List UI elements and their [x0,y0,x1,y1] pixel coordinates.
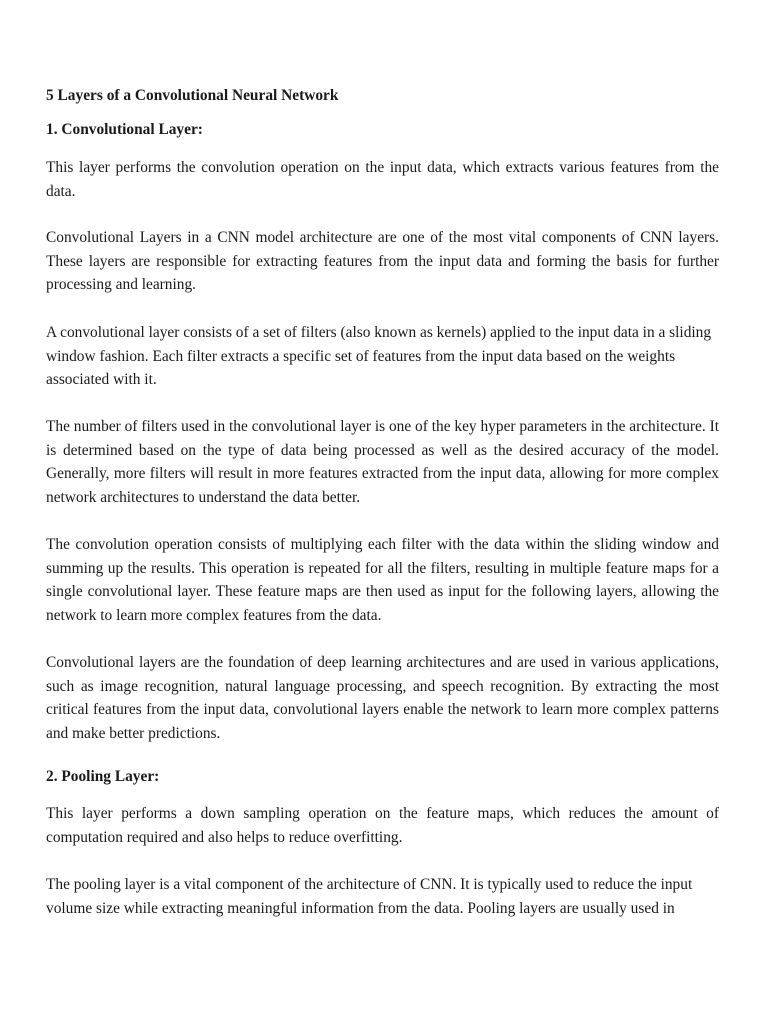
paragraph: The pooling layer is a vital component of the architecture of CNN. It is typically used to reduce the input volume size while extracting meaningful information from the data. Pooling layers are usually used in [46,876,693,917]
paragraph: The number of filters used in the convolutional layer is one of the key hyper parameters in the architecture. It is determined based on the type of data being processed as well as the desired accuracy of the model. Generally, more filters will result in more features extracted from the input data, allowing for more complex network architectures to understand the data better. [46,418,719,507]
section-heading-convolutional-layer: 1. Convolutional Layer: [46,121,203,138]
paragraph: Convolutional Layers in a CNN model architecture are one of the most vital components of CNN layers. These layers are responsible for extracting features from the input data and forming the basis for further processing and learning. [46,229,719,294]
paragraph: A convolutional layer consists of a set of filters (also known as kernels) applied to the input data in a sliding window fashion. Each filter extracts a specific set of features from the input data based on the weights associated with it. [46,324,712,389]
paragraph: This layer performs a down sampling operation on the feature maps, which reduces the amount of computation required and also helps to reduce overfitting. [46,805,719,846]
paragraph: This layer performs the convolution operation on the input data, which extracts various features from the data. [46,159,719,200]
section-heading-pooling-layer: 2. Pooling Layer: [46,768,160,785]
paragraph: Convolutional layers are the foundation of deep learning architectures and are used in various applications, such as image recognition, natural language processing, and speech recognition. By extracting the most critical features from the input data, convolutional layers enable the network to learn more complex patterns and make better predictions. [46,654,719,743]
paragraph: The convolution operation consists of multiplying each filter with the data within the sliding window and summing up the results. This operation is repeated for all the filters, resulting in multiple feature maps for a single convolutional layer. These feature maps are then used as input for the following layers, allowing the network to learn more complex features from the data. [46,536,719,625]
document-title: 5 Layers of a Convolutional Neural Network [46,87,339,104]
